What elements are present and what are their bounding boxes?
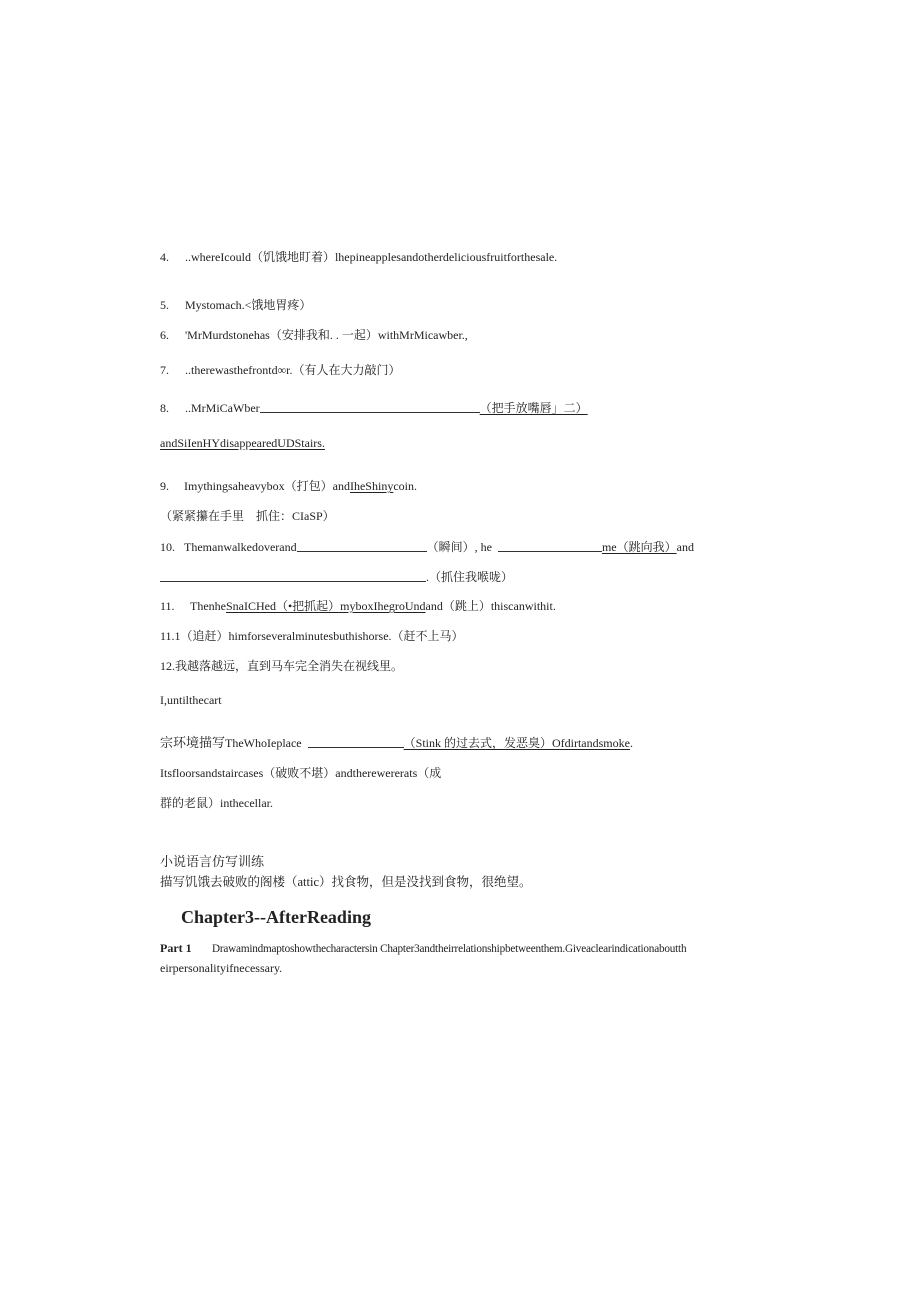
item-7 [160,363,401,377]
item-text: ..therewasthefrontd∞r.（有人在大力敲门） [185,363,401,377]
item-12-english: I,untilthecart [160,693,222,707]
item-number: 4. [160,250,169,264]
fill-blank[interactable] [498,539,602,552]
item-hint: .（抓住我喉咙） [426,570,514,584]
item-text: ..MrMiCaWber [185,401,260,415]
env-underlined: （Stink 的过去式，发恶臭）Ofdirtandsmoke [403,736,630,750]
item-underlined: IheShiny [349,479,394,493]
item-text: Mystomach.<饿地胃疼） [185,298,312,312]
item-6 [160,328,468,342]
item-number: 6. [160,328,169,342]
item-12: 12.我越落越远，直到马车完全消失在视线里。 [160,659,404,673]
env-line-3: 群的老鼠）inthecellar. [160,796,273,810]
imitation-title: 小说语言仿写训练 [160,855,265,870]
item-9-note: （紧紧攥在手里 抓住：CIaSP） [160,509,335,523]
item-text: Imythingsaheavybox（打包）and [184,479,350,493]
environment-description [160,735,633,752]
item-number: 11. [160,599,175,613]
chapter-title: Chapter3--AfterReading [181,907,371,927]
section-label: 宗环境描写 [160,736,226,751]
item-10 [160,539,694,554]
item-text-end: and（跳上）thiscanwithit. [425,599,556,613]
item-text: ..whereIcould（饥饿地盯着）lhepineapplesandotherdeliciousfruitforthesale. [185,250,558,264]
fill-blank[interactable] [308,735,404,748]
item-hint: （瞬间）, he [426,540,492,554]
item-5 [160,298,311,312]
item-number: 8. [160,401,169,415]
item-text-end: and [676,540,694,554]
item-10-line2 [160,569,513,584]
item-11 [160,599,556,613]
item-underlined: me（跳向我） [601,540,677,554]
item-11-1: 11.1（追赶）himforseveralminutesbuthishorse.（赶不上马） [160,629,464,643]
item-8 [160,400,588,415]
part-1-line2: eirpersonalityifnecessary. [160,961,283,975]
item-text: Thenhe [190,599,226,613]
fill-blank[interactable] [160,569,426,582]
imitation-prompt: 描写饥饿去破败的阁楼（attic）找食物，但是没找到食物，很绝望。 [160,875,532,889]
part-1 [160,941,686,956]
env-line-2: Itsfloorsandstaircases（破败不堪）andtherewererats（成 [160,766,442,780]
item-text: Themanwalkedoverand [184,540,297,554]
item-4 [160,250,557,264]
part-label: Part 1 [160,941,192,955]
part-text: Drawamindmaptoshowthecharactersin Chapter3andtheirrelationshipbetweenthem.Giveaclearindicationaboutth [212,943,687,955]
item-text-end: coin. [393,479,417,493]
item-9 [160,479,417,493]
env-text-end: . [629,736,633,750]
item-8-continuation: andSiIenHYdisappearedUDStairs. [160,436,325,450]
fill-blank[interactable] [260,400,480,413]
item-hint: （把手放嘴唇」二） [479,401,588,415]
env-text: TheWhoIeplace [225,736,302,750]
item-number: 7. [160,363,169,377]
item-number: 5. [160,298,169,312]
fill-blank[interactable] [297,539,427,552]
item-underlined: SnaICHed（•把抓起）myboxIhegroUnd [225,599,426,613]
item-number: 10. [160,540,175,554]
item-text: 'MrMurdstonehas（安排我和. . 一起）withMrMicawber., [185,328,468,342]
item-number: 9. [160,479,169,493]
